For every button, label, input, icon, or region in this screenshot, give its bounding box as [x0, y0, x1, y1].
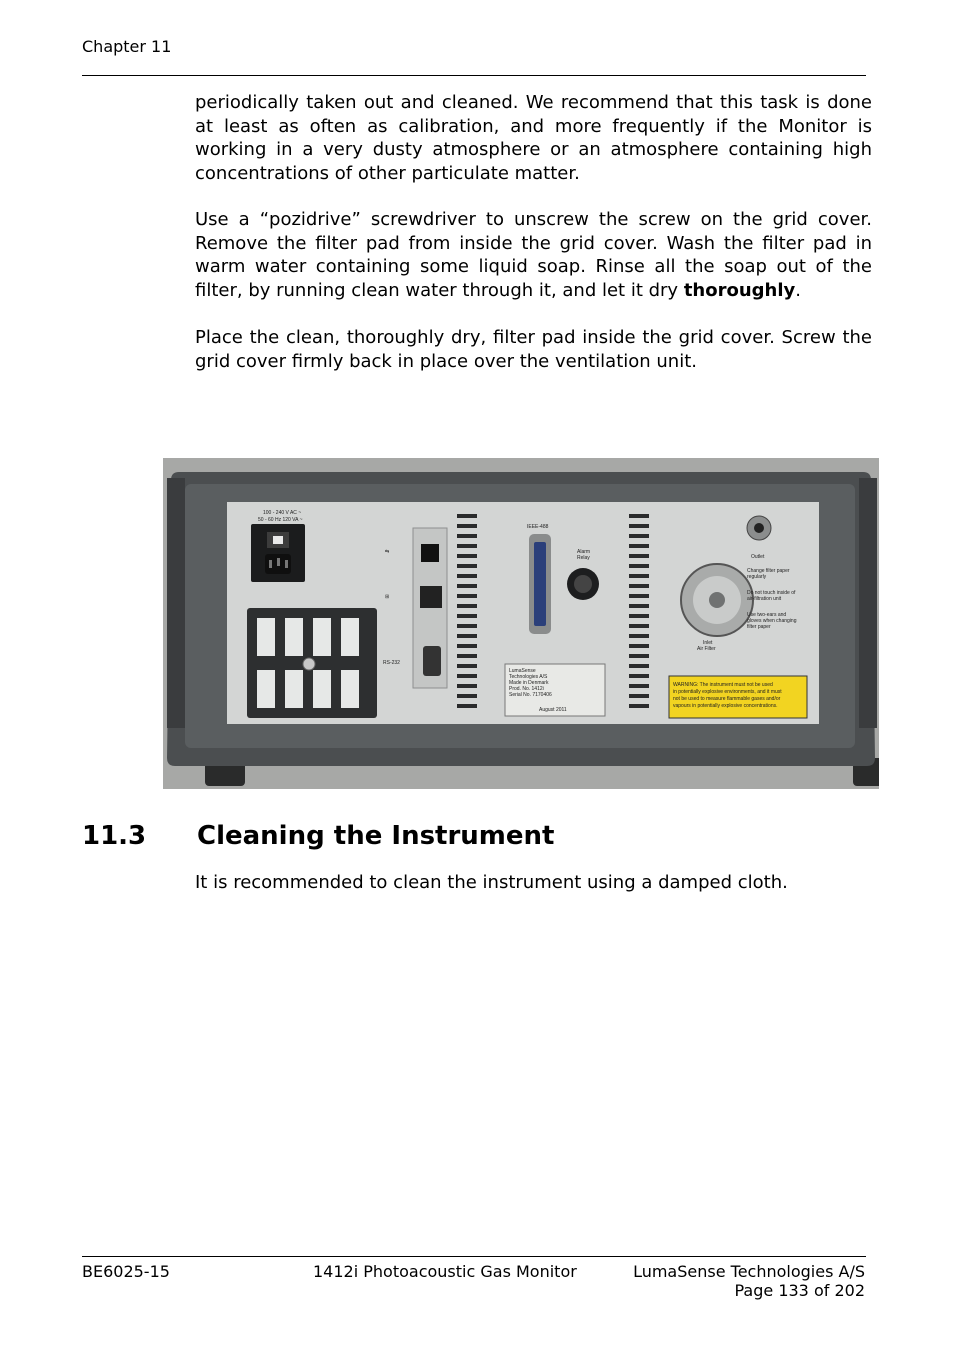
- plate-date: August 2011: [539, 707, 567, 713]
- warning-line-2: in potentially explosive environments, and it must: [673, 689, 782, 695]
- footer-rule: [82, 1256, 866, 1257]
- warning-line-1: WARNING: The instrument must not be used: [673, 682, 773, 688]
- paragraph-filter-cleaning-intro: periodically taken out and cleaned. We recommend that this task is done at least as often as calibration, and more frequently if the Monitor is working in a very dusty atmosphere or an atmosphere containing high concentrations of other particulate matter.: [195, 92, 872, 184]
- paragraph-filter-washing-text: Use a “pozidrive” screwdriver to unscrew the screw on the grid cover. Remove the filter pad from inside the grid cover. Wash the filter pad in warm water containing some liquid soap. Rinse all the soap out of the filter, by running clean water through it, and let it dry: [195, 209, 872, 301]
- usb-port: [421, 544, 439, 562]
- plate-line-5: Serial No. 7170406: [509, 692, 552, 698]
- alarm-label-1: Alarm: [577, 549, 591, 555]
- section-title: Cleaning the Instrument: [197, 821, 555, 851]
- inlet-label-2: Air Filter: [697, 646, 716, 652]
- usb-icon: ⇆: [385, 549, 390, 555]
- paragraph-refit-grid: Place the clean, thoroughly dry, filter pad inside the grid cover. Screw the grid cover firmly back in place over the ventilation unit.: [195, 327, 872, 372]
- rs232-port: [423, 646, 441, 676]
- header-rule: [82, 75, 866, 76]
- note-line-1: Change filter paper: [747, 568, 790, 574]
- note-line-5: Use two-ears and: [747, 612, 787, 618]
- note-line-6: gloves when changing: [747, 618, 797, 624]
- ieee-label: IEEE-488: [527, 524, 549, 530]
- rs232-label: RS-232: [383, 660, 400, 666]
- chapter-header: Chapter 11: [82, 37, 172, 56]
- footer-doc-id: BE6025-15: [82, 1262, 170, 1281]
- paragraph-filter-washing: [195, 208, 872, 302]
- paragraph-cleaning-instrument: It is recommended to clean the instrument using a damped cloth.: [195, 872, 788, 893]
- footer-company: LumaSense Technologies A/S: [633, 1262, 865, 1281]
- plate-line-2: Technologies A/S: [509, 674, 548, 680]
- network-icon: ⊞: [385, 594, 390, 600]
- outlet-label: Outlet: [751, 554, 765, 560]
- note-line-3: Do not touch inside of: [747, 590, 796, 596]
- plate-line-4: Prod. No. 1412i: [509, 686, 544, 692]
- alarm-label-2: Relay: [577, 555, 590, 561]
- note-line-7: filter paper: [747, 624, 771, 630]
- plate-line-1: LumaSense: [509, 668, 536, 674]
- ethernet-port: [420, 586, 442, 608]
- footer-page-number: Page 133 of 202: [734, 1281, 865, 1300]
- instrument-rear-panel-photo: [163, 458, 879, 789]
- paragraph-filter-washing-end: .: [795, 279, 801, 301]
- note-line-4: air-filtration unit: [747, 596, 782, 602]
- warning-line-3: not be used to measure flammable gases and/or: [673, 696, 781, 702]
- note-line-2: regularly: [747, 574, 767, 580]
- inlet-label-1: Inlet: [703, 640, 713, 646]
- footer-product: 1412i Photoacoustic Gas Monitor: [313, 1262, 577, 1281]
- plate-line-3: Made in Denmark: [509, 680, 549, 686]
- grid-cover-screw: [303, 658, 315, 670]
- power-rating-label-2: 50 - 60 Hz 120 VA ~: [258, 517, 303, 523]
- power-rating-label-1: 100 - 240 V AC ~: [263, 510, 302, 516]
- warning-line-4: vapours in potentially explosive concentrations.: [673, 703, 778, 709]
- emphasis-thoroughly: thoroughly: [683, 279, 796, 301]
- section-number: 11.3: [82, 821, 147, 851]
